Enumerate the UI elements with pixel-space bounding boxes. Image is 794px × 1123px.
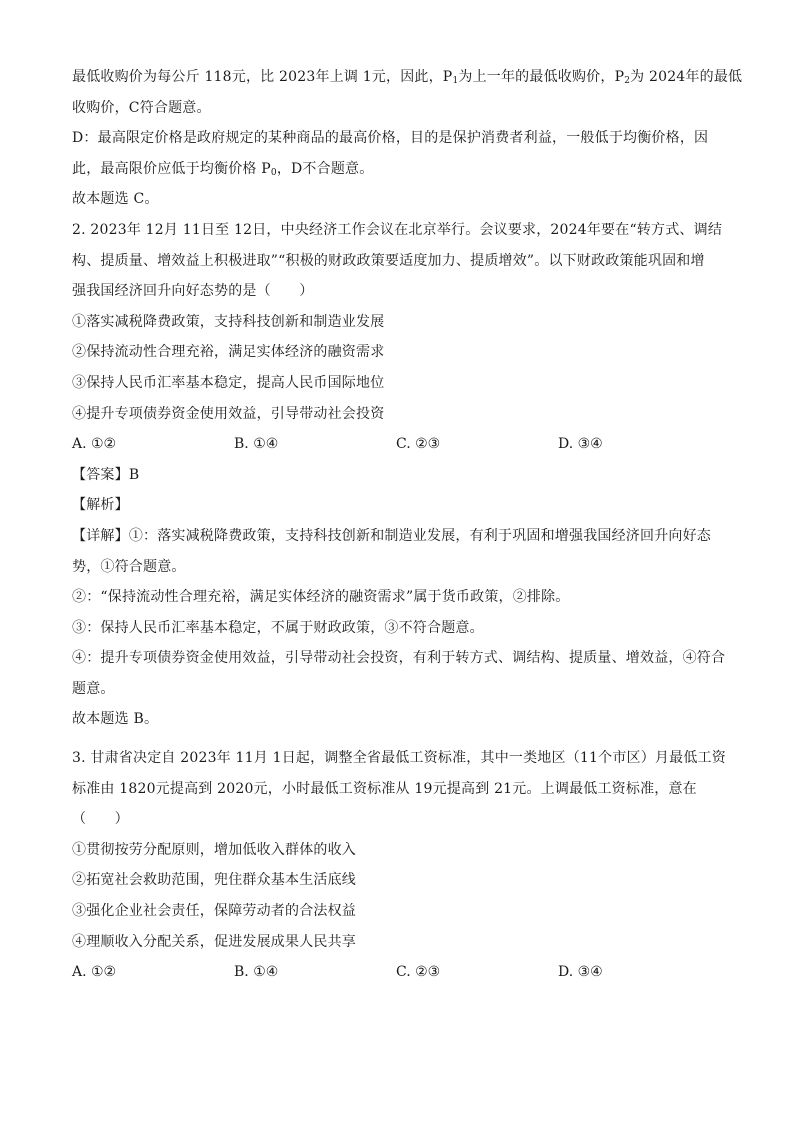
q2-item-4: ④提升专项债券资金使用效益，引导带动社会投资 xyxy=(72,405,385,422)
q3-option-d: D. ③④ xyxy=(558,964,603,981)
q2-conclusion: 故本题选 B。 xyxy=(72,711,159,728)
q1-tail-line-3: D：最高限定价格是政府规定的某种商品的最高价格，目的是保护消费者利益，一般低于均衡价格，因 xyxy=(72,130,709,147)
answer-tag: 【答案】 xyxy=(72,466,129,483)
q2-item-2: ②保持流动性合理充裕，满足实体经济的融资需求 xyxy=(72,344,385,361)
q3-stem-line-1: 3. 甘肃省决定自 2023年 11月 1日起，调整全省最低工资标准，其中一类地区（11个市区）月最低工资 xyxy=(72,750,726,767)
q2-option-d: D. ③④ xyxy=(558,436,603,453)
q1-conclusion: 故本题选 C。 xyxy=(72,191,159,208)
q2-answer xyxy=(72,460,722,491)
q2-detail-line-6: 题意。 xyxy=(72,680,115,697)
q3-item-3: ③强化企业社会责任，保障劳动者的合法权益 xyxy=(72,903,356,920)
q3-item-1: ①贯彻按劳分配原则，增加低收入群体的收入 xyxy=(72,841,356,858)
q3-option-c: C. ②③ xyxy=(396,964,441,981)
detail-tag: 【详解】 xyxy=(72,527,129,544)
q1-tail-line-2: 收购价，C符合题意。 xyxy=(72,99,211,116)
q2-detail-line-3: ②：“保持流动性合理充裕，满足实体经济的融资需求”属于货币政策，②排除。 xyxy=(72,589,570,606)
q3-options xyxy=(72,957,722,988)
q2-stem-line-1: 2. 2023年 12月 11日至 12日，中央经济工作会议在北京举行。会议要求，2024年要在“转方式、调结 xyxy=(72,221,723,238)
answer-value: B xyxy=(128,466,140,483)
q3-stem-line-2: 标准由 1820元提高到 2020元，小时最低工资标准从 19元提高到 21元。上调最低工资标准，意在 xyxy=(72,780,697,797)
q2-option-a: A. ①② xyxy=(72,436,117,453)
q2-option-b: B. ①④ xyxy=(234,436,279,453)
q1-tail-line-4: 此，最高限价应低于均衡价格 $P_0$，D不合题意。 xyxy=(72,160,374,178)
q2-detail-line-5: ④：提升专项债券资金使用效益，引导带动社会投资，有利于转方式、调结构、提质量、增效益，④符合 xyxy=(72,650,726,667)
q2-item-1: ①落实减税降费政策，支持科技创新和制造业发展 xyxy=(72,313,385,330)
q3-item-4: ④理顺收入分配关系，促进发展成果人民共享 xyxy=(72,933,356,950)
q3-stem-line-3: （ ） xyxy=(72,811,129,828)
q1-tail-line-1: 最低收购价为每公斤 118元，比 2023年上调 1元，因此，$P_1$为上一年的最低收购价，$P_2$为 2024年的最低 xyxy=(72,69,743,86)
q2-item-3: ③保持人民币汇率基本稳定，提高人民币国际地位 xyxy=(72,374,385,391)
q2-stem-line-2: 构、提质量、增效益上积极进取”“积极的财政政策要适度加力、提质增效”。以下财政政策能巩固和增 xyxy=(72,252,705,269)
q3-option-a: A. ①② xyxy=(72,964,117,981)
q2-option-c: C. ②③ xyxy=(396,436,441,453)
q2-stem-line-3: 强我国经济回升向好态势的是（ ） xyxy=(72,283,314,300)
q2-analysis-tag: 【解析】 xyxy=(72,497,129,514)
q2-detail-line-2: 势，①符合题意。 xyxy=(72,558,186,575)
q2-detail-line-4: ③：保持人民币汇率基本稳定，不属于财政政策，③不符合题意。 xyxy=(72,619,484,636)
q2-detail-line-1: 【详解】①：落实减税降费政策，支持科技创新和制造业发展，有利于巩固和增强我国经济回升向好态 xyxy=(72,527,712,544)
document-page xyxy=(72,62,743,988)
q3-option-b: B. ①④ xyxy=(234,964,279,981)
q3-item-2: ②拓宽社会救助范围，兜住群众基本生活底线 xyxy=(72,872,356,889)
q2-options xyxy=(72,429,722,460)
